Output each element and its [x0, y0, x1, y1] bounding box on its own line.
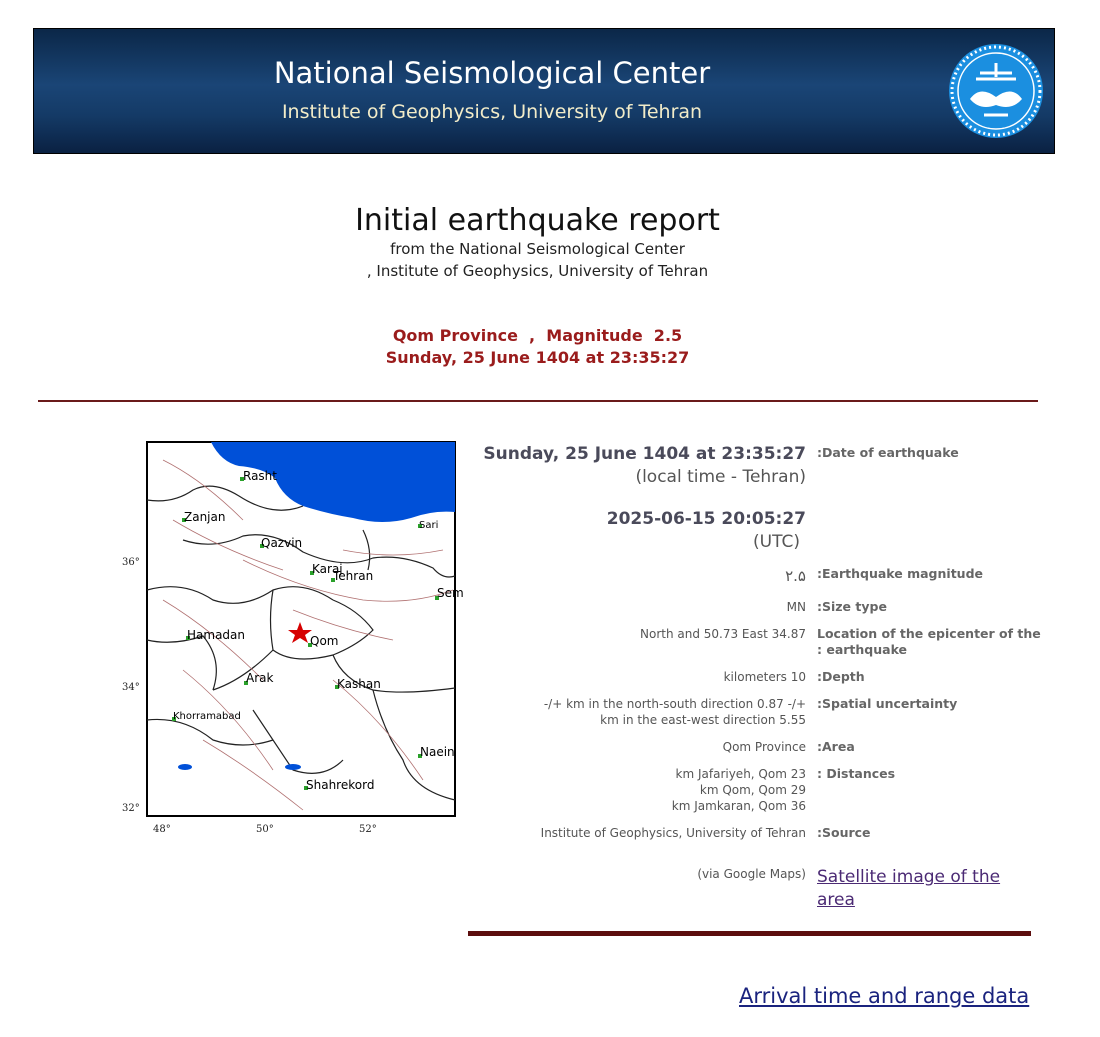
area-label: :Area [817, 739, 855, 754]
lon-label: 48° [153, 824, 171, 835]
satellite-note: (via Google Maps) [697, 867, 806, 881]
top-divider [38, 400, 1038, 402]
city-label: Qazvin [261, 536, 303, 550]
magnitude-label: :Earthquake magnitude [817, 566, 983, 581]
bottom-divider [468, 931, 1031, 936]
lat-label: 36° [122, 557, 140, 568]
city-label: Qom [310, 634, 339, 648]
location-label [817, 626, 1041, 658]
site-subtitle: Institute of Geophysics, University of Tehran [281, 101, 703, 123]
lat-label: 32° [122, 803, 140, 814]
lat-label: 34° [122, 682, 140, 693]
source-value: Institute of Geophysics, University of Tehran [540, 826, 806, 840]
site-title: National Seismological Center [273, 56, 711, 90]
city-label: Arak [246, 671, 274, 685]
report-institute-line: , Institute of Geophysics, University of Tehran [366, 262, 709, 280]
uncertainty-line-2: km in the east-west direction 5.55 [600, 713, 806, 727]
location-label-line-1: Location of the epicenter of the [817, 626, 1041, 641]
city-label: Shahrekord [306, 778, 375, 792]
header-banner [33, 28, 1055, 154]
arrival-time-link[interactable]: Arrival time and range data [739, 984, 1030, 1008]
depth-value: kilometers 10 [723, 670, 806, 684]
distance-item: km Jamkaran, Qom 36 [671, 799, 806, 813]
city-label: Karaj [312, 562, 343, 576]
date-utc-note: (UTC) [753, 532, 800, 552]
city-label: Hamadan [187, 628, 245, 642]
epicenter-map [143, 440, 464, 820]
city-label: Kashan [337, 677, 381, 691]
event-datetime: Sunday, 25 June 1404 at 23:35:27 [385, 348, 690, 367]
satellite-image-link[interactable]: Satellite image of the area [817, 867, 1001, 910]
location-value: North and 50.73 East 34.87 [640, 627, 806, 641]
report-from-line: from the National Seismological Center [390, 240, 685, 258]
event-headline: Qom Province , Magnitude 2.5 [392, 326, 683, 345]
uncertainty-label: :Spatial uncertainty [817, 696, 958, 711]
city-label: Naein [420, 745, 455, 759]
report-title: Initial earthquake report [355, 203, 720, 238]
city-label: Zanjan [184, 510, 226, 524]
date-utc-value: 2025-06-15 20:05:27 [606, 509, 806, 529]
city-label: Sem [437, 586, 464, 600]
date-local-note: (local time - Tehran) [635, 467, 806, 487]
city-label: Tehran [333, 569, 374, 583]
date-local-value: Sunday, 25 June 1404 at 23:35:27 [483, 444, 806, 464]
location-label-line-2: : earthquake [817, 642, 908, 657]
depth-label: :Depth [817, 669, 865, 684]
date-label: :Date of earthquake [817, 445, 959, 460]
distance-item: km Qom, Qom 29 [699, 783, 806, 797]
city-label: Rasht [243, 469, 277, 483]
distances-value [672, 766, 806, 814]
magnitude-value: ۲.۵ [785, 567, 806, 585]
distance-item: km Jafariyeh, Qom 23 [675, 767, 806, 781]
city-label: Sari [419, 520, 439, 531]
size-type-value: MN [786, 600, 806, 614]
distances-label: : Distances [817, 766, 896, 781]
lon-label: 50° [256, 824, 274, 835]
city-label: Khorramabad [173, 711, 241, 722]
source-label: :Source [817, 825, 871, 840]
university-logo-icon [946, 39, 1046, 143]
area-value: Qom Province [722, 740, 806, 754]
uncertainty-line-1: -/+ km in the north-south direction 0.87 -/+ [543, 697, 806, 711]
lon-label: 52° [359, 824, 377, 835]
size-type-label: :Size type [817, 599, 887, 614]
uncertainty-value [544, 696, 806, 728]
